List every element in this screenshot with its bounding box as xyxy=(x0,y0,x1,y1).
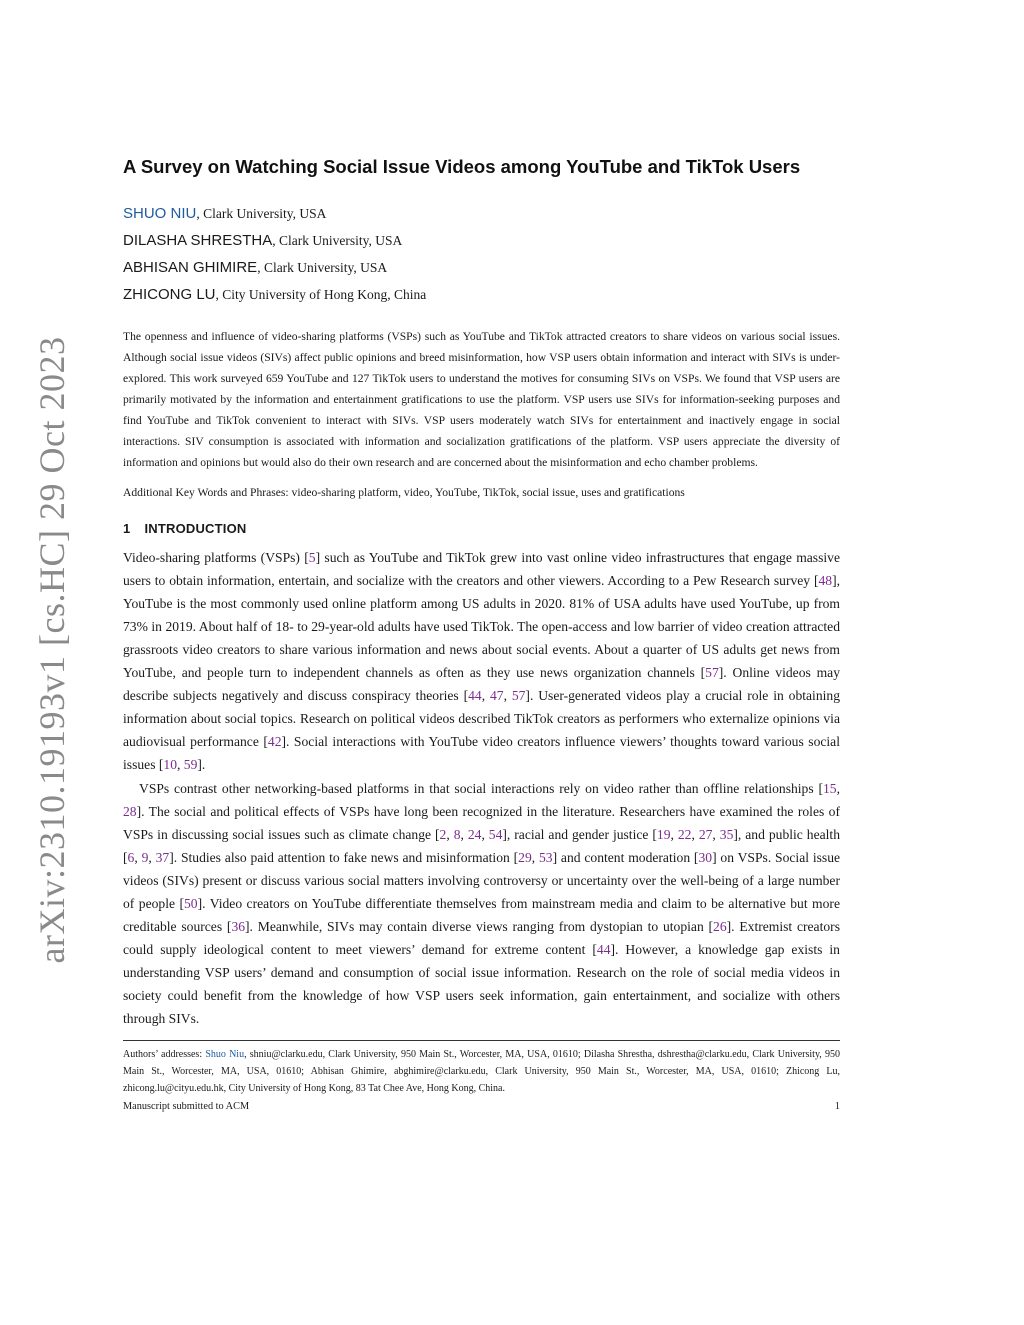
citation-link[interactable]: 30 xyxy=(698,850,713,865)
body-text-run: ]. Online videos may describe subjects negatively and discuss conspiracy theories [ xyxy=(123,665,841,703)
body-text-run: ]. However, a knowledge gap exists in understanding VSP users’ demand and consumption of social issue information. Research on the role of social media videos in society could benefit from the knowledge of how VSP users seek information, gain entertainment, and socialize with others through SIVs. xyxy=(123,942,840,1026)
section-heading xyxy=(123,521,840,536)
section-number: 1 xyxy=(123,521,131,536)
body-text-run: ] and content moderation [ xyxy=(552,850,699,865)
body-text-run: , xyxy=(691,827,699,842)
body-text-run: , xyxy=(134,850,142,865)
citation-link[interactable]: 44 xyxy=(468,688,482,703)
citation-link[interactable]: 59 xyxy=(183,757,198,772)
footnote-rest: , shniu@clarku.edu, Clark University, 950 Main St., Worcester, MA, USA, 01610; Dilasha Shrestha, dshrestha@clarku.edu, Clark University, 950 Main St., Worcester, MA, USA, 01610; Abhisan Ghimire, abghimire@clarku.edu, Clark University, 950 Main St., Worcester, MA, USA, 01610; Zhicong Lu, zhicong.lu@cityu.edu.hk, City University of Hong Kong, 83 Tat Chee Ave, Hong Kong, China. xyxy=(123,1049,841,1094)
body-text-run: ] such as YouTube and TikTok grew into vast online video infrastructures that engage massive users to obtain information, entertain, and socialize with the creators and other viewers. According to a Pew Research survey [ xyxy=(123,550,840,588)
author-line xyxy=(123,200,840,227)
arxiv-identifier: arXiv:2310.19193v1 [cs.HC] 29 Oct 2023 xyxy=(32,336,72,964)
keywords: Additional Key Words and Phrases: video-sharing platform, video, YouTube, TikTok, social issue, uses and gratifications xyxy=(123,486,685,499)
citation-link[interactable]: 9 xyxy=(141,850,149,865)
author-name[interactable]: SHUO NIU xyxy=(123,205,197,222)
body-text-run: ]. Social interactions with YouTube video creators influence viewers’ thoughts toward various social issues [ xyxy=(123,734,840,772)
citation-link[interactable]: 29 xyxy=(518,850,532,865)
author-name: ABHISAN GHIMIRE xyxy=(123,259,258,276)
citation-link[interactable]: 2 xyxy=(439,827,447,842)
body-text-run: ], YouTube is the most commonly used online platform among US adults in 2020. 81% of USA adults have used YouTube, up from 73% in 2019. About half of 18- to 29-year-old adults have used TikTok. The open-access and low barrier of video creation attracted grassroots video creators to share various information and news about social events. About a quarter of US adults get news from YouTube, and people turn to independent channels as often as they use news organization channels [ xyxy=(123,573,840,680)
body-text-run: , xyxy=(460,827,468,842)
author-name: DILASHA SHRESTHA xyxy=(123,232,273,249)
body-text-run: ], and public health [ xyxy=(123,827,840,865)
body-text-run: VSPs contrast other networking-based platforms in that social interactions rely on video rather than offline relationships [ xyxy=(139,781,823,796)
citation-link[interactable]: 44 xyxy=(596,942,611,957)
citation-link[interactable]: 19 xyxy=(656,827,671,842)
citation-link[interactable]: 37 xyxy=(155,850,170,865)
citation-link[interactable]: 54 xyxy=(488,827,503,842)
section-title: INTRODUCTION xyxy=(144,521,247,536)
body-text-run: ]. Video creators on YouTube differentiate themselves from mainstream media and claim to be alternative but more creditable sources [ xyxy=(123,896,840,934)
citation-link[interactable]: 10 xyxy=(163,757,177,772)
body-text-run: ]. The social and political effects of VSPs have long been recognized in the literature. Researchers have examined the roles of VSPs in discussing social issues such as climate change [ xyxy=(123,804,840,842)
footer-manuscript-note: Manuscript submitted to ACM xyxy=(123,1101,250,1112)
footnote-author-link[interactable]: Shuo Niu xyxy=(205,1049,245,1060)
body-text-run: ]. Extremist creators could supply ideological content to meet viewers’ demand for extreme content [ xyxy=(123,919,840,957)
body-text-run: , xyxy=(670,827,678,842)
body-text-run: , xyxy=(481,827,489,842)
citation-link[interactable]: 57 xyxy=(511,688,526,703)
citation-link[interactable]: 22 xyxy=(677,827,692,842)
citation-link[interactable]: 28 xyxy=(123,804,137,819)
body-text-run: ]. Studies also paid attention to fake news and misinformation [ xyxy=(169,850,519,865)
citation-link[interactable]: 24 xyxy=(467,827,482,842)
body-text-run: , xyxy=(531,850,539,865)
body-text xyxy=(123,546,840,1030)
author-line xyxy=(123,281,840,308)
body-text-run: , xyxy=(503,688,512,703)
citation-link[interactable]: 5 xyxy=(308,550,316,565)
body-text-run: Video-sharing platforms (VSPs) [ xyxy=(123,550,309,565)
paper-page xyxy=(123,150,840,1112)
author-affiliation: , Clark University, USA xyxy=(196,206,327,221)
body-text-run: , xyxy=(177,757,184,772)
author-affiliation: , City University of Hong Kong, China xyxy=(215,287,427,302)
footnote-rule xyxy=(123,1040,840,1041)
citation-link[interactable]: 26 xyxy=(713,919,727,934)
citation-link[interactable]: 35 xyxy=(719,827,734,842)
body-text-run: , xyxy=(836,781,840,796)
page-number: 1 xyxy=(834,1101,840,1112)
body-text-run: , xyxy=(481,688,490,703)
author-line xyxy=(123,227,840,254)
body-text-run: , xyxy=(148,850,156,865)
author-line xyxy=(123,254,840,281)
body-text-run: ], racial and gender justice [ xyxy=(502,827,657,842)
citation-link[interactable]: 8 xyxy=(453,827,461,842)
abstract: The openness and influence of video-sharing platforms (VSPs) such as YouTube and TikTok attracted creators to share videos on various social issues. Although social issue videos (SIVs) affect public opinions and breed misinformation, how VSP users obtain information and interact with SIVs is under-explored. This work surveyed 659 YouTube and 127 TikTok users to understand the motives for consuming SIVs on VSPs. We found that VSP users are primarily motivated by the information and entertainment gratifications to use the platform. VSP users use SIVs for information-seeking purposes and find YouTube and TikTok convenient to interact with SIVs. VSP users moderately watch SIVs for entertainment and inactively engage in social interactions. SIV consumption is associated with information and socialization gratifications of the platform. VSP users appreciate the diversity of information and opinions but would also do their own research and are concerned about the misinformation and echo chamber problems. xyxy=(123,330,840,469)
body-text-run: ]. User-generated videos play a crucial role in obtaining information about social topics. Research on political videos described TikTok creators as performers who externalize opinions via audiovisual performance [ xyxy=(123,688,840,749)
paper-title: A Survey on Watching Social Issue Videos among YouTube and TikTok Users xyxy=(123,156,801,177)
author-affiliation: , Clark University, USA xyxy=(272,233,403,248)
body-paragraph xyxy=(123,777,840,1030)
body-text-run: ]. xyxy=(197,757,206,772)
body-text-run: , xyxy=(446,827,454,842)
body-text-run: ] on VSPs. Social issue videos (SIVs) present or discuss various social matters involving controversy or uncertainty over the well-being of a large number of people [ xyxy=(123,850,841,911)
citation-link[interactable]: 53 xyxy=(538,850,553,865)
citation-link[interactable]: 6 xyxy=(127,850,135,865)
body-text-run: ]. Meanwhile, SIVs may contain diverse views ranging from dystopian to utopian [ xyxy=(245,919,714,934)
body-text-run: , xyxy=(712,827,720,842)
citation-link[interactable]: 48 xyxy=(818,573,833,588)
citation-link[interactable]: 15 xyxy=(823,781,837,796)
citation-link[interactable]: 50 xyxy=(183,896,198,911)
author-list xyxy=(123,200,840,308)
author-affiliation: , Clark University, USA xyxy=(257,260,388,275)
citation-link[interactable]: 57 xyxy=(705,665,719,680)
citation-link[interactable]: 47 xyxy=(489,688,504,703)
footnote-prefix: Authors’ addresses: xyxy=(123,1049,206,1060)
footnote-addresses xyxy=(123,1046,840,1097)
page-footer xyxy=(123,1101,840,1112)
citation-link[interactable]: 36 xyxy=(231,919,246,934)
author-name: ZHICONG LU xyxy=(123,286,216,303)
citation-link[interactable]: 27 xyxy=(698,827,713,842)
body-paragraph xyxy=(123,546,840,776)
citation-link[interactable]: 42 xyxy=(267,734,282,749)
